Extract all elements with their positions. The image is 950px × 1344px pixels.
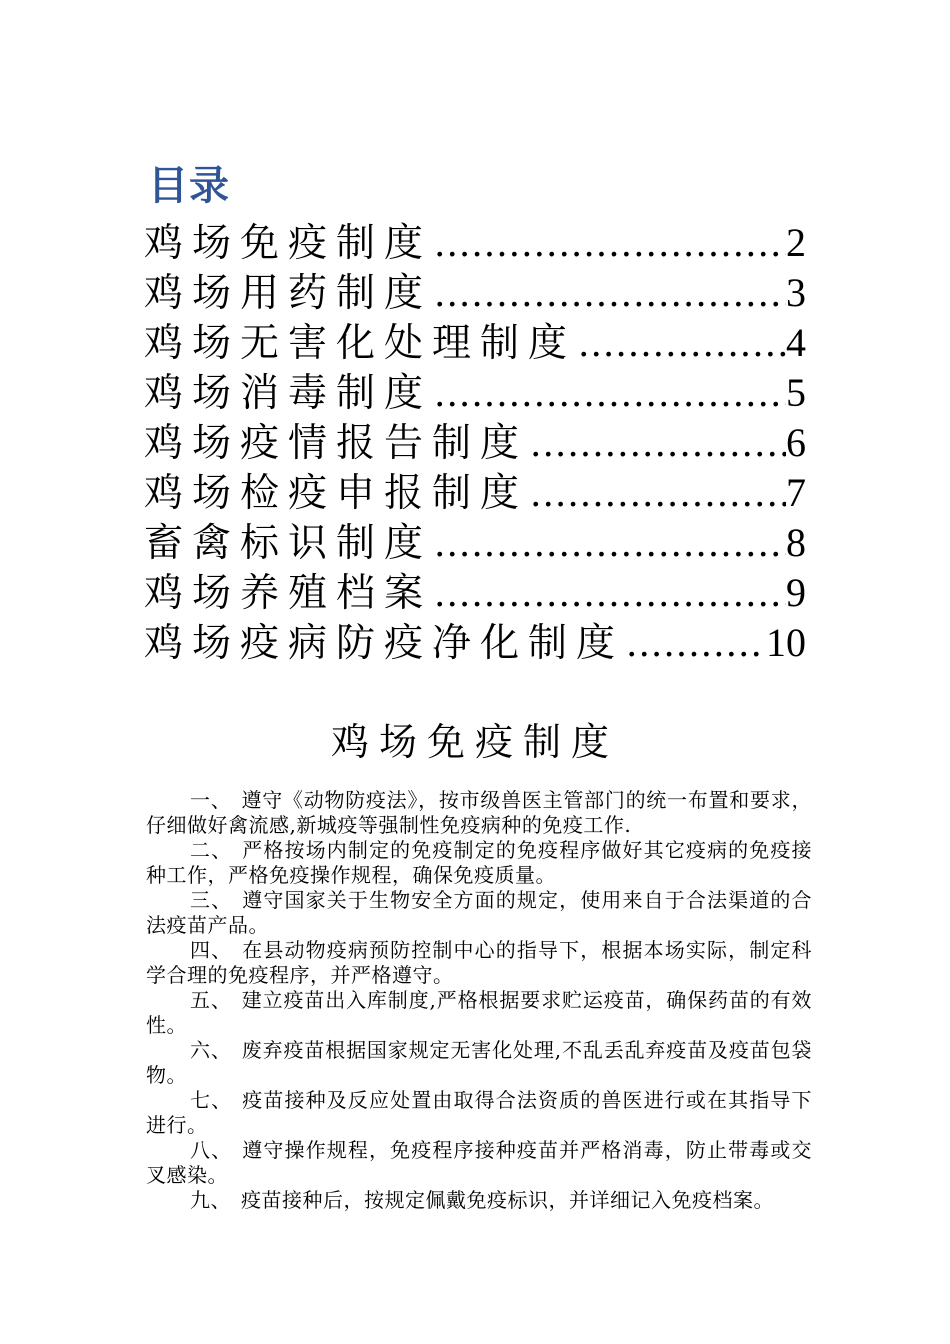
toc-leader-dots [432, 520, 786, 570]
paragraph-text: 废弃疫苗根据国家规定无害化处理,不乱丢乱弃疫苗及疫苗包袋物。 [146, 1038, 812, 1087]
paragraph [146, 888, 812, 938]
paragraph-number: 九、 [190, 1188, 231, 1212]
paragraph-number: 六、 [190, 1038, 232, 1062]
toc-entry-title: 鸡场疫情报告制度 [144, 421, 529, 466]
toc-entry-title: 鸡场疫病防疫净化制度 [144, 621, 625, 666]
paragraph-number: 二、 [190, 838, 233, 862]
paragraph [146, 838, 812, 888]
paragraph-text: 严格按场内制定的免疫制定的免疫程序做好其它疫病的免疫接种工作，严格免疫操作规程，确保免疫质量。 [146, 838, 812, 887]
paragraph [146, 988, 812, 1038]
toc-leader-dots [528, 470, 786, 520]
section-title: 鸡场免疫制度 [330, 720, 619, 764]
toc-leader-dots [624, 620, 766, 670]
toc-entry-title: 畜禽标识制度 [144, 521, 433, 566]
toc-entry-medication[interactable] [144, 268, 806, 318]
toc-leader-dots [432, 220, 786, 270]
paragraph [146, 1188, 812, 1213]
toc-entry-title: 鸡场消毒制度 [144, 371, 433, 416]
toc-entry-page: 6 [786, 420, 806, 465]
toc-entry-page: 5 [786, 370, 806, 415]
toc-leader-dots [432, 570, 786, 620]
toc-leader-dots [528, 420, 786, 470]
paragraph [146, 1088, 812, 1138]
section-body [146, 788, 812, 1213]
toc-entry-page: 7 [786, 470, 806, 515]
toc-entry-disinfection[interactable] [144, 368, 806, 418]
toc-entry-title: 鸡场养殖档案 [144, 571, 433, 616]
toc-entry-epidemic-report[interactable] [144, 418, 806, 468]
toc-entry-harmless-treatment[interactable] [144, 318, 806, 368]
paragraph-text: 遵守《动物防疫法》，按市级兽医主管部门的统一布置和要求，仔细做好禽流感,新城疫等强制性免疫病种的免疫工作. [146, 788, 813, 837]
toc-entry-title: 鸡场检疫申报制度 [144, 471, 529, 516]
toc-entry-disease-purification[interactable] [144, 618, 806, 668]
toc-entry-breeding-records[interactable] [144, 568, 806, 618]
paragraph-text: 疫苗接种后，按规定佩戴免疫标识，并详细记入免疫档案。 [241, 1188, 774, 1212]
toc-entry-title: 鸡场用药制度 [144, 271, 433, 316]
toc-entry-title: 鸡场免疫制度 [144, 221, 433, 266]
paragraph [146, 938, 812, 988]
toc-leader-dots [576, 320, 786, 370]
toc-entry-page: 10 [766, 620, 806, 665]
toc-entry-quarantine-declaration[interactable] [144, 468, 806, 518]
toc-entry-title: 鸡场无害化处理制度 [144, 321, 577, 366]
toc-entry-page: 8 [786, 520, 806, 565]
toc-entry-page: 3 [786, 270, 806, 315]
paragraph-text: 在县动物疫病预防控制中心的指导下，根据本场实际，制定科学合理的免疫程序，并严格遵守。 [146, 938, 812, 987]
paragraph-text: 建立疫苗出入库制度,严格根据要求贮运疫苗，确保药苗的有效性。 [146, 988, 812, 1037]
paragraph-number: 八、 [190, 1138, 233, 1162]
toc-entry-page: 2 [786, 220, 806, 265]
paragraph-number: 一、 [190, 788, 232, 812]
paragraph-text: 遵守操作规程，免疫程序接种疫苗并严格消毒，防止带毒或交叉感染。 [146, 1138, 812, 1187]
toc-entry-livestock-identification[interactable] [144, 518, 806, 568]
paragraph [146, 1138, 812, 1188]
paragraph-number: 五、 [190, 988, 232, 1012]
toc-leader-dots [432, 370, 786, 420]
toc-entry-immunization[interactable] [144, 218, 806, 268]
toc-entry-page: 9 [786, 570, 806, 615]
toc-leader-dots [432, 270, 786, 320]
toc-entry-page: 4 [786, 320, 806, 365]
paragraph [146, 1038, 812, 1088]
paragraph-text: 疫苗接种及反应处置由取得合法资质的兽医进行或在其指导下进行。 [146, 1088, 812, 1137]
paragraph-number: 三、 [190, 888, 233, 912]
toc-heading: 目录 [148, 163, 230, 209]
paragraph-text: 遵守国家关于生物安全方面的规定，使用来自于合法渠道的合法疫苗产品。 [146, 888, 812, 937]
paragraph-number: 四、 [190, 938, 233, 962]
paragraph-number: 七、 [190, 1088, 233, 1112]
table-of-contents [144, 218, 806, 668]
paragraph [146, 788, 812, 838]
